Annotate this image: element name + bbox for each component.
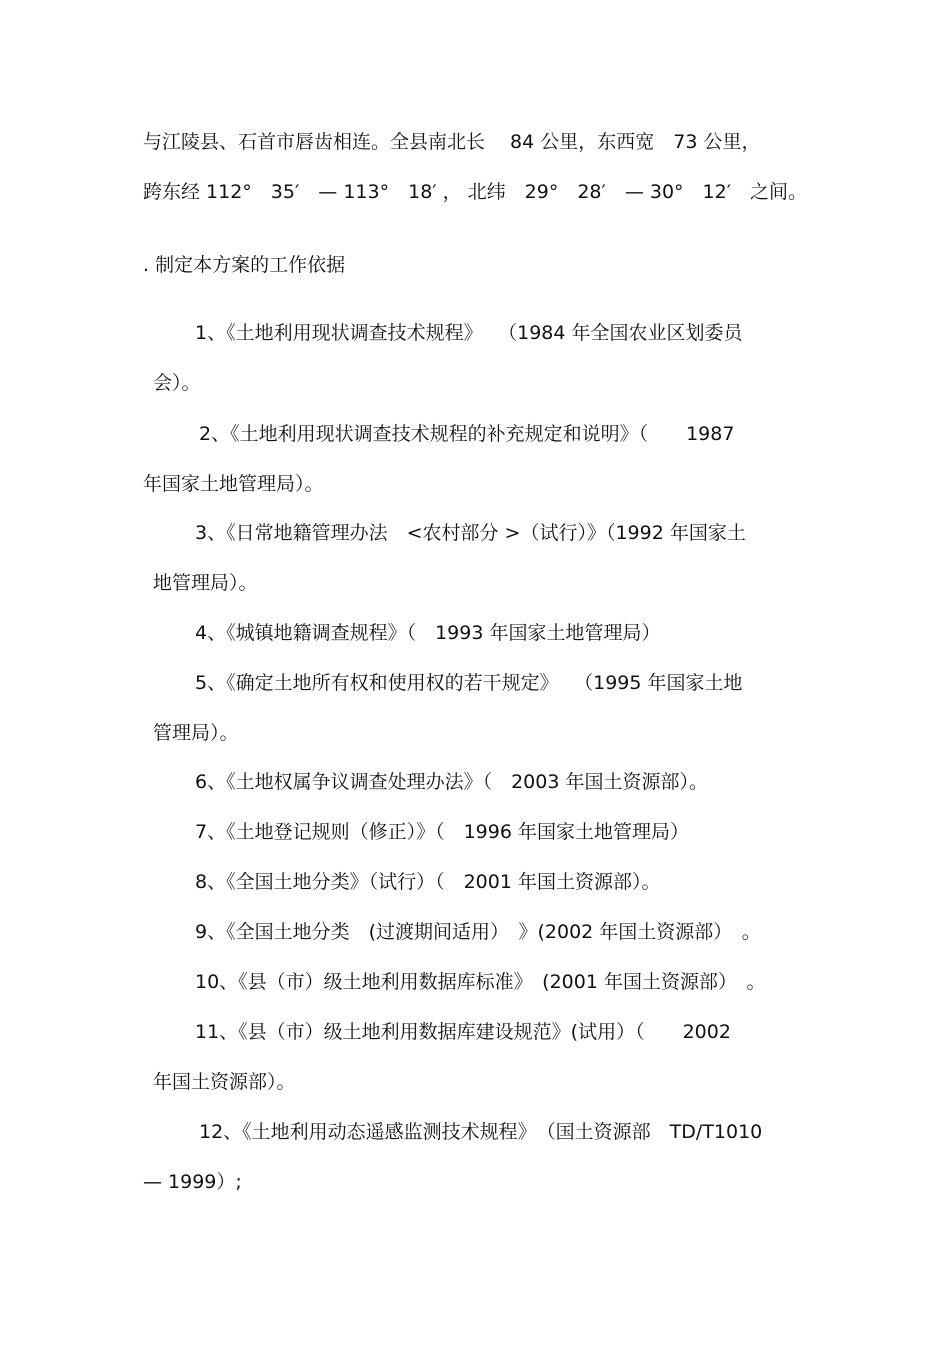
item-1-line-1: 1、《土地利用现状调查技术规程》 （1984 年全国农业区划委员 bbox=[195, 322, 743, 344]
item-7-line-1: 7、《土地登记规则（修正）》（ 1996 年国家土地管理局） bbox=[195, 821, 689, 843]
item-6-line-1: 6、《土地权属争议调查处理办法》（ 2003 年国土资源部）。 bbox=[195, 771, 708, 793]
item-2-line-1: 2、《土地利用现状调查技术规程的补充规定和说明》（ 1987 bbox=[199, 423, 735, 445]
item-5-line-1: 5、《确定土地所有权和使用权的若干规定》 （1995 年国家土地 bbox=[195, 672, 743, 694]
item-3-line-1: 3、《日常地籍管理办法 <农村部分 >（试行）》（1992 年国家土 bbox=[195, 522, 746, 544]
item-4-line-1: 4、《城镇地籍调查规程》（ 1993 年国家土地管理局） bbox=[195, 622, 661, 644]
intro-line-2: 跨东经 112° 35′ — 113° 18′ ， 北纬 29° 28′ — 30° 12′ 之间。 bbox=[143, 181, 808, 203]
item-1-line-2: 会）。 bbox=[153, 372, 201, 394]
intro-line-1: 与江陵县、石首市唇齿相连。全县南北长 84 公里，东西宽 73 公里， bbox=[143, 131, 761, 153]
item-12-line-2: — 1999）; bbox=[143, 1171, 242, 1193]
item-12-line-1: 12、《土地利用动态遥感监测技术规程》 （国土资源部 TD/T1010 bbox=[199, 1121, 763, 1143]
item-10-line-1: 10、《县（市）级土地利用数据库标准》 (2001 年国土资源部） 。 bbox=[195, 971, 766, 993]
item-3-line-2: 地管理局）。 bbox=[153, 572, 258, 594]
item-11-line-1: 11、《县（市）级土地利用数据库建设规范》(试用）（ 2002 bbox=[195, 1021, 731, 1043]
section-heading: . 制定本方案的工作依据 bbox=[143, 254, 346, 276]
item-9-line-1: 9、《全国土地分类 (过渡期间适用） 》(2002 年国土资源部） 。 bbox=[195, 921, 761, 943]
item-5-line-2: 管理局）。 bbox=[153, 722, 239, 744]
item-8-line-1: 8、《全国土地分类》（试行）（ 2001 年国土资源部）。 bbox=[195, 871, 661, 893]
item-2-line-2: 年国家土地管理局）。 bbox=[143, 473, 324, 495]
item-11-line-2: 年国土资源部）。 bbox=[153, 1071, 296, 1093]
